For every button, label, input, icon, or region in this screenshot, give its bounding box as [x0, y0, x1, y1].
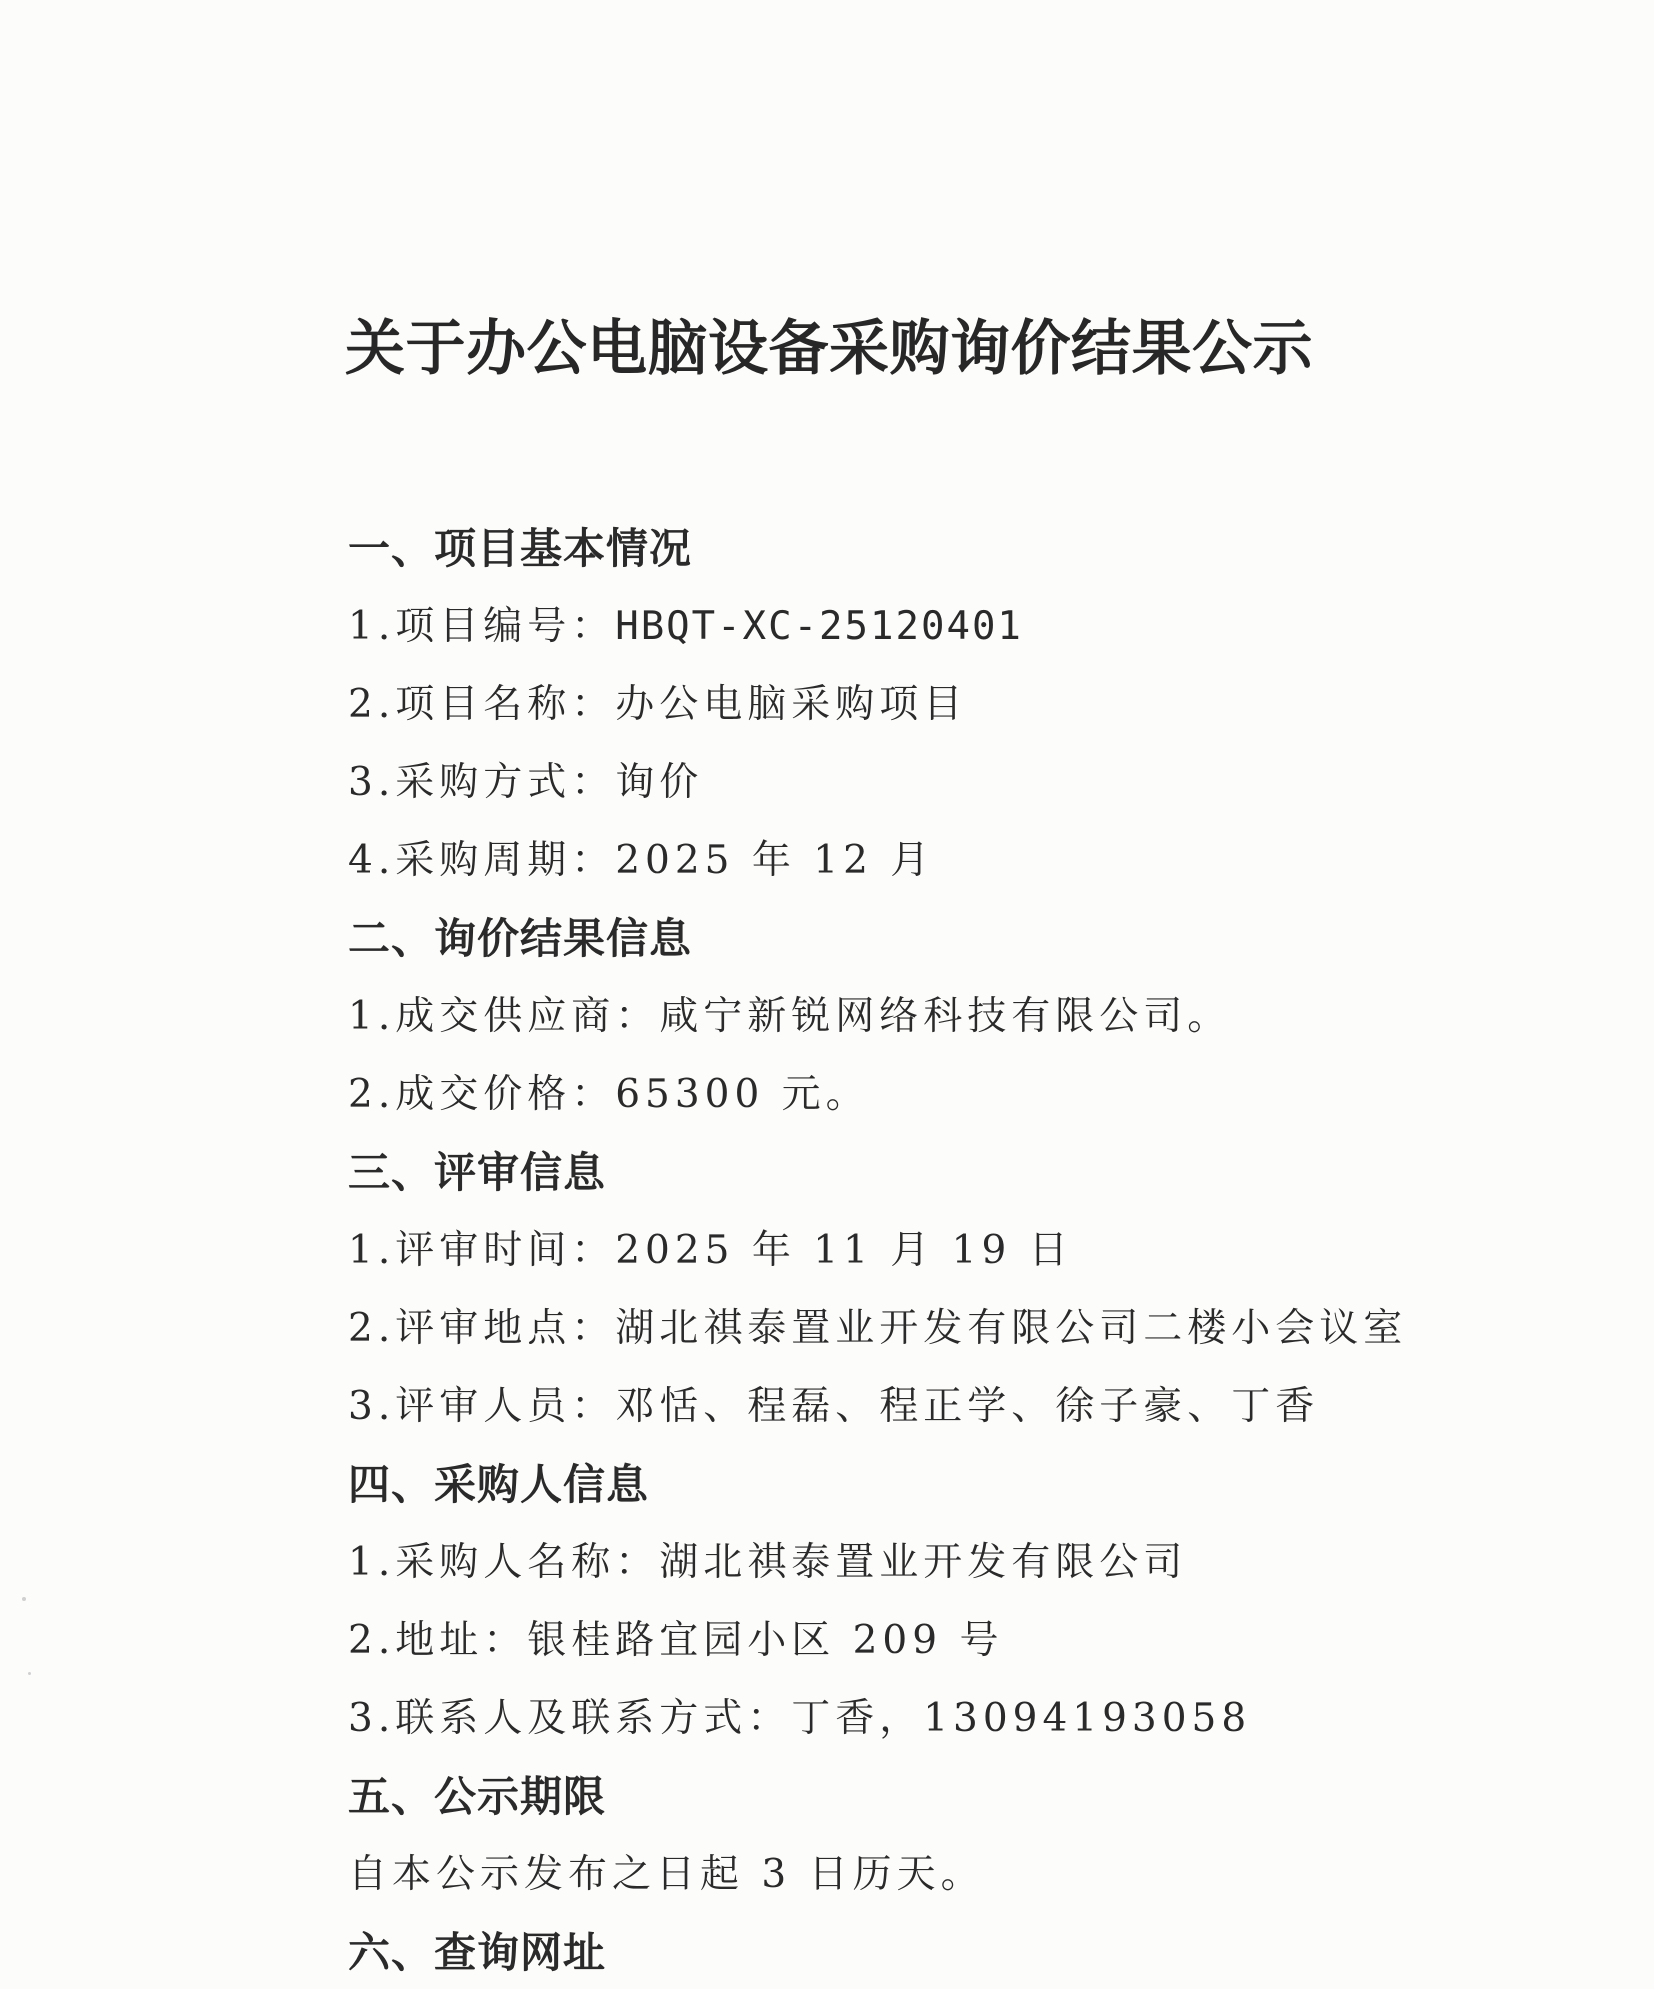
section-heading-project-info: 一、项目基本情况: [348, 524, 693, 573]
purchaser-contact-line: [348, 1680, 1528, 1758]
item-label: 2.成交价格：: [348, 1072, 616, 1117]
project-name-line: [348, 666, 1528, 744]
deal-price-line: [348, 1056, 1528, 1134]
scan-speck: [22, 1597, 26, 1601]
item-label: 1.项目编号：: [348, 604, 616, 649]
item-label: 4.采购周期：: [348, 838, 616, 883]
section-heading-review-info: 三、评审信息: [348, 1148, 607, 1197]
item-value: 2025 年 11 月 19 日: [615, 1228, 1073, 1273]
procurement-method-line: [348, 744, 1528, 822]
review-location-line: [348, 1290, 1528, 1368]
section-heading-query-url: 六、查询网址: [348, 1928, 607, 1977]
item-label: 2.地址：: [348, 1618, 528, 1663]
section-heading-purchaser-info: 四、采购人信息: [348, 1460, 650, 1509]
item-label: 3.评审人员：: [348, 1384, 616, 1429]
scan-speck: [28, 1672, 31, 1675]
item-value: 办公电脑采购项目: [615, 682, 968, 727]
item-label: 1.采购人名称：: [348, 1540, 660, 1585]
review-members-line: [348, 1368, 1528, 1446]
procurement-period-line: [348, 822, 1528, 900]
item-label: 1.评审时间：: [348, 1228, 616, 1273]
project-number-line: [348, 588, 1528, 666]
item-value: 2025 年 12 月: [615, 838, 935, 883]
item-value: 65300 元。: [615, 1072, 870, 1117]
document-title: 关于办公电脑设备采购询价结果公示: [345, 314, 1313, 384]
item-value: 邓恬、程磊、程正学、徐子豪、丁香: [615, 1384, 1320, 1429]
item-label: 2.项目名称：: [348, 682, 616, 727]
item-label: 3.联系人及联系方式：: [348, 1696, 792, 1741]
document-body: [348, 510, 1528, 1992]
item-value: HBQT-XC-25120401: [615, 604, 1023, 649]
section-heading-publicity-period: 五、公示期限: [348, 1772, 607, 1821]
item-value: 丁香，13094193058: [791, 1696, 1252, 1741]
purchaser-name-line: [348, 1524, 1528, 1602]
section-heading-inquiry-result: 二、询价结果信息: [348, 914, 693, 963]
item-value: 银桂路宜园小区 209 号: [527, 1618, 1004, 1663]
publicity-period-text: 自本公示发布之日起 3 日历天。: [348, 1852, 985, 1897]
item-value: 咸宁新锐网络科技有限公司。: [659, 994, 1232, 1039]
item-value: 湖北祺泰置业开发有限公司: [659, 1540, 1188, 1585]
purchaser-address-line: [348, 1602, 1528, 1680]
review-time-line: [348, 1212, 1528, 1290]
winning-supplier-line: [348, 978, 1528, 1056]
item-label: 1.成交供应商：: [348, 994, 660, 1039]
item-value: 询价: [615, 760, 704, 805]
item-value: 湖北祺泰置业开发有限公司二楼小会议室: [615, 1306, 1408, 1351]
item-label: 2.评审地点：: [348, 1306, 616, 1351]
item-label: 3.采购方式：: [348, 760, 616, 805]
